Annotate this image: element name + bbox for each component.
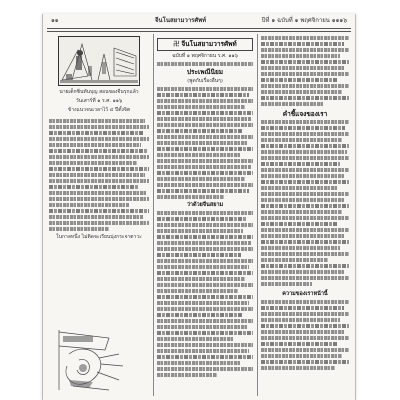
page-number: ๑๑ [51,17,59,24]
article-body-2b [157,211,253,377]
masthead [43,14,355,27]
section-heading-notice: คำชี้แจงของเรา [282,110,328,118]
inner-masthead-title: 卍 จีนโนสยามวารศัพท์ [157,38,253,51]
temple-crowd-icon [58,36,140,86]
seal-icon: 卍 [173,41,180,48]
publication-name: จีนโนสยามวารศัพท์ [155,17,207,24]
masthead-rule-2 [47,31,351,32]
lower-heading: ความของเราหน้านี้ [282,291,328,297]
article-body-1 [49,119,149,231]
dragon-banner-icon [49,324,133,394]
mid-heading: ว่าด้วยจีนสยาม [186,202,224,208]
illustration-caption-3: ข้างแนวจนเวลาไว้ ๔ ปีตั้งจิต [67,107,131,113]
illustration-caption-2: วันเสาร์ที่ ๑ ร.ศ. ๑๑๖ [75,98,123,104]
masthead-rule [47,28,351,29]
issue-date: ปีที่ ๑ ฉบับที่ ๑ พฤศจิกายน ๑๑๑๖ [261,17,347,24]
article-body-3 [261,36,349,106]
illustration-caption-1: นายเต็กซิ่นทันบุญ สอนของจีนรุกแล้ว [59,89,139,95]
article-body-3c [261,300,349,370]
column-divider-1 [153,34,154,396]
column-3 [261,36,349,394]
article-body-2 [157,87,253,199]
section-heading-traditions: ประเพณีนิยม [186,68,224,76]
temple-crowd-illustration [58,36,140,86]
section-subheading: (พูดกับเรื่องอื่นๆ) [187,78,223,84]
inner-masthead-line: ฉบับที่ ๑ พฤศจิกายน ร.ศ. ๑๑๖ [172,53,238,59]
dragon-banner-illustration [49,324,133,394]
column-2 [157,36,253,394]
column-divider-2 [257,34,258,396]
bottom-illustration-caption: ในกาลหนึ่ง ไม่ติดจะเรียนนุ่งกระจาตาวะ [56,234,142,240]
article-body-3b [261,120,349,286]
newspaper-page [42,14,356,400]
